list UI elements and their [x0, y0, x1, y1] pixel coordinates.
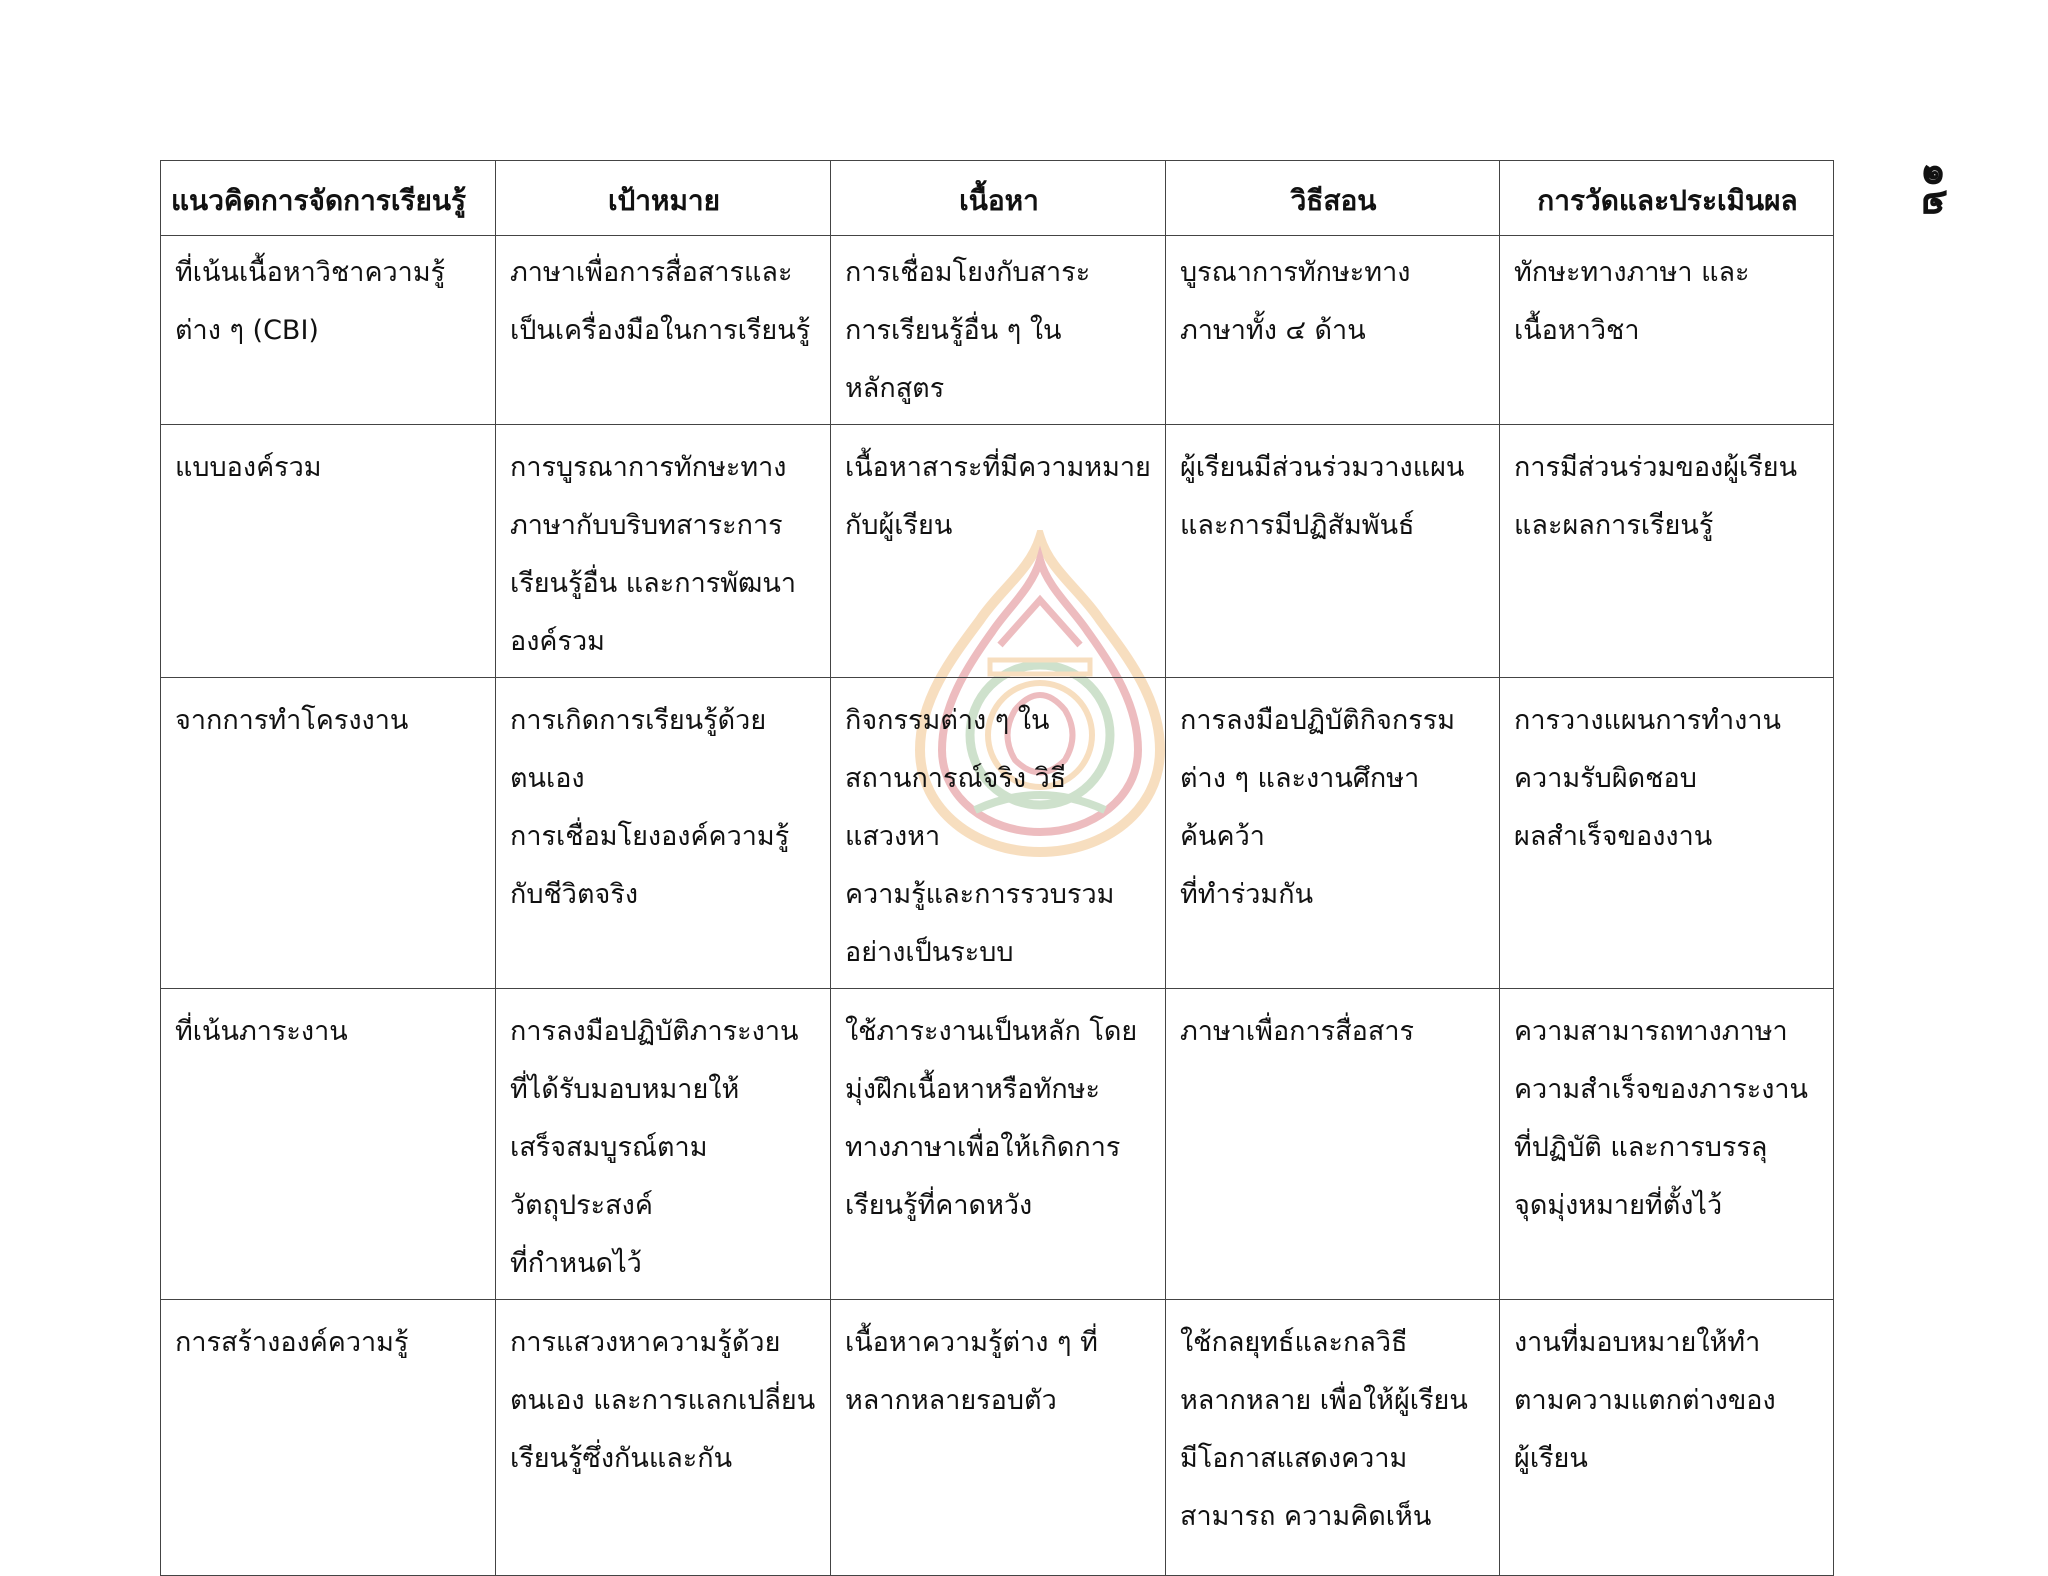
table-cell: งานที่มอบหมายให้ทำ ตามความแตกต่างของ ผู้เรียน — [1500, 1300, 1834, 1576]
table-cell: การแสวงหาความรู้ด้วย ตนเอง และการแลกเปลี่ยน เรียนรู้ซึ่งกันและกัน — [496, 1300, 831, 1576]
table-cell: การลงมือปฏิบัติภาระงาน ที่ได้รับมอบหมายให้ เสร็จสมบูรณ์ตามวัตถุประสงค์ ที่กำหนดไว้ — [496, 989, 831, 1300]
table-row — [161, 236, 1834, 425]
table-cell: การสร้างองค์ความรู้ — [161, 1300, 496, 1576]
table-cell: ผู้เรียนมีส่วนร่วมวางแผน และการมีปฏิสัมพันธ์ — [1166, 425, 1500, 678]
table-cell: ความสามารถทางภาษา ความสำเร็จของภาระงาน ที่ปฏิบัติ และการบรรลุ จุดมุ่งหมายที่ตั้งไว้ — [1500, 989, 1834, 1300]
table-cell: ใช้กลยุทธ์และกลวิธี หลากหลาย เพื่อให้ผู้เรียน มีโอกาสแสดงความ สามารถ ความคิดเห็น — [1166, 1300, 1500, 1576]
header-assessment: การวัดและประเมินผล — [1500, 161, 1834, 236]
table-cell: การบูรณาการทักษะทาง ภาษากับบริบทสาระการ เรียนรู้อื่น และการพัฒนา องค์รวม — [496, 425, 831, 678]
table-cell: เนื้อหาความรู้ต่าง ๆ ที่ หลากหลายรอบตัว — [831, 1300, 1166, 1576]
table-row — [161, 678, 1834, 989]
table-cell: การวางแผนการทำงาน ความรับผิดชอบ ผลสำเร็จของงาน — [1500, 678, 1834, 989]
header-content: เนื้อหา — [831, 161, 1166, 236]
header-goal: เป้าหมาย — [496, 161, 831, 236]
table-cell: ที่เน้นเนื้อหาวิชาความรู้ ต่าง ๆ (CBI) — [161, 236, 496, 425]
header-approach: แนวคิดการจัดการเรียนรู้ — [161, 161, 496, 236]
table-cell: แบบองค์รวม — [161, 425, 496, 678]
page-number-text: ๑๒ — [1913, 162, 1960, 218]
page-number — [1908, 140, 1968, 240]
table-header-row — [161, 161, 1834, 236]
header-teaching-method: วิธีสอน — [1166, 161, 1500, 236]
table-cell: จากการทำโครงงาน — [161, 678, 496, 989]
table-row — [161, 989, 1834, 1300]
table-cell: การลงมือปฏิบัติกิจกรรม ต่าง ๆ และงานศึกษาค้นคว้า ที่ทำร่วมกัน — [1166, 678, 1500, 989]
learning-approach-table — [160, 160, 1834, 1576]
table-cell: บูรณาการทักษะทาง ภาษาทั้ง ๔ ด้าน — [1166, 236, 1500, 425]
table-cell: การมีส่วนร่วมของผู้เรียน และผลการเรียนรู้ — [1500, 425, 1834, 678]
table-cell: การเกิดการเรียนรู้ด้วยตนเอง การเชื่อมโยงองค์ความรู้ กับชีวิตจริง — [496, 678, 831, 989]
table-row — [161, 425, 1834, 678]
table-cell: การเชื่อมโยงกับสาระ การเรียนรู้อื่น ๆ ในหลักสูตร — [831, 236, 1166, 425]
table-cell: ภาษาเพื่อการสื่อสาร — [1166, 989, 1500, 1300]
table-cell: เนื้อหาสาระที่มีความหมาย กับผู้เรียน — [831, 425, 1166, 678]
table-cell: กิจกรรมต่าง ๆ ใน สถานการณ์จริง วิธีแสวงหา ความรู้และการรวบรวม อย่างเป็นระบบ — [831, 678, 1166, 989]
table-cell: ภาษาเพื่อการสื่อสารและ เป็นเครื่องมือในการเรียนรู้ — [496, 236, 831, 425]
table-cell: ใช้ภาระงานเป็นหลัก โดย มุ่งฝึกเนื้อหาหรือทักษะ ทางภาษาเพื่อให้เกิดการ เรียนรู้ที่คาดหวัง — [831, 989, 1166, 1300]
table-row — [161, 1300, 1834, 1576]
table-cell: ที่เน้นภาระงาน — [161, 989, 496, 1300]
table-cell: ทักษะทางภาษา และ เนื้อหาวิชา — [1500, 236, 1834, 425]
